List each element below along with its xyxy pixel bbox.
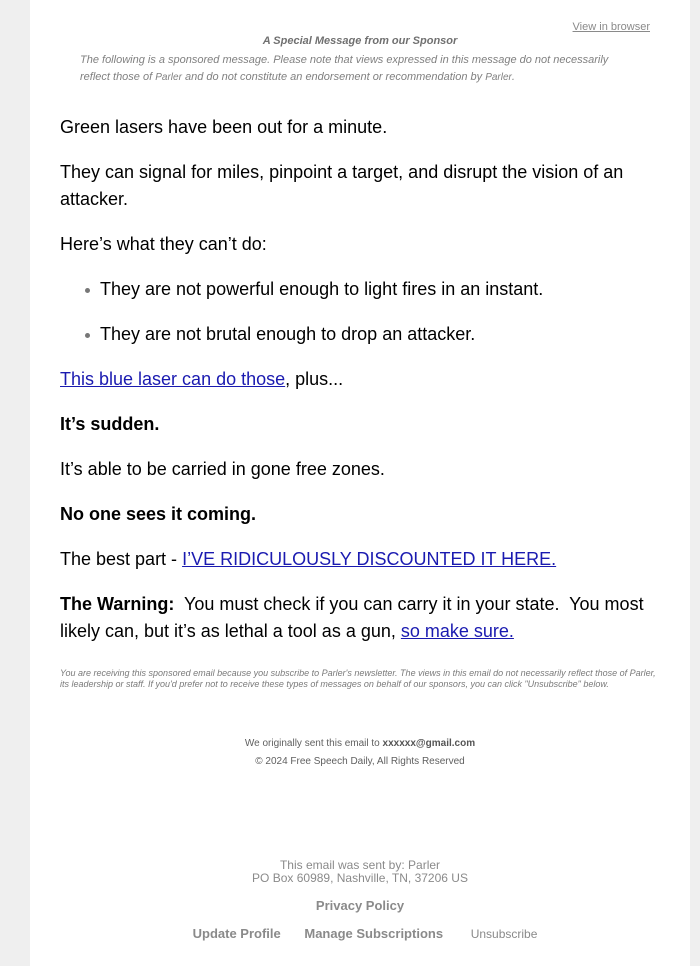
sender-info [30, 859, 690, 885]
sent-to-line [30, 738, 690, 749]
warning-label: The Warning: [60, 594, 175, 614]
privacy-policy-link[interactable]: Privacy Policy [315, 898, 405, 913]
recipient-email: xxxxxx@gmail.com [382, 738, 476, 749]
paragraph [60, 411, 660, 438]
list-item: They are not brutal enough to drop an attacker. [100, 321, 660, 348]
blue-laser-link[interactable]: This blue laser can do those [60, 369, 286, 389]
paragraph [60, 546, 660, 573]
sponsor-title: A Special Message from our Sponsor [262, 35, 458, 47]
unsubscribe-link[interactable]: Unsubscribe [470, 927, 538, 941]
bullet-list [60, 276, 660, 348]
paragraph [60, 366, 660, 393]
sponsor-note-brand: Parler [485, 72, 512, 83]
paragraph: It’s able to be carried in gone free zones. [60, 459, 385, 479]
sponsor-note [80, 52, 630, 86]
list-item: They are not powerful enough to light fires in an instant. [100, 276, 660, 303]
paragraph: Here’s what they can’t do: [60, 234, 267, 254]
disclaimer-text: You are receiving this sponsored email because you subscribe to Parler's newsletter. The views in this email do not necessarily reflect those of Parler, its leadership or staff. If you'd prefer not to receive these types of messages on behalf of our sponsors, you can click "Unsubscribe" below. [60, 668, 656, 689]
manage-subscriptions-link[interactable]: Manage Subscriptions [304, 926, 444, 941]
bold-statement: No one sees it coming. [60, 504, 257, 524]
paragraph: Green lasers have been out for a minute. [60, 117, 388, 137]
make-sure-link[interactable]: so make sure. [400, 621, 514, 641]
sponsor-note-brand: Parler [155, 72, 182, 83]
bold-statement: It’s sudden. [60, 414, 160, 434]
paragraph [60, 501, 660, 528]
view-in-browser-link[interactable]: View in browser [572, 21, 650, 33]
update-profile-link[interactable]: Update Profile [192, 926, 281, 941]
warning-text: You must check if you can carry it in your state. You most likely can, but it’s as lethal a tool as a gun, [60, 594, 649, 641]
discount-link[interactable]: I’VE RIDICULOUSLY DISCOUNTED IT HERE. [182, 549, 557, 569]
sent-to-text: We originally sent this email to [244, 738, 383, 749]
sponsor-note-text: and do not constitute an endorsement or recommendation by [181, 71, 486, 83]
link-suffix-text: , plus... [285, 369, 344, 389]
copyright: © 2024 Free Speech Daily, All Rights Reserved [255, 756, 465, 767]
paragraph [60, 591, 660, 645]
email-card [30, 0, 690, 966]
footer-links [30, 926, 690, 941]
sponsor-note-text: . [511, 71, 515, 83]
sponsor-note-text: The following is a sponsored message. Please note that views expressed in this message do not necessarily reflect those of [80, 54, 609, 83]
best-part-text: The best part - [60, 549, 183, 569]
paragraph: They can signal for miles, pinpoint a target, and disrupt the vision of an attacker. [60, 162, 624, 209]
sender-address: PO Box 60989, Nashville, TN, 37206 US [252, 871, 468, 885]
sent-by: This email was sent by: Parler [279, 858, 441, 872]
message-body [60, 114, 660, 663]
